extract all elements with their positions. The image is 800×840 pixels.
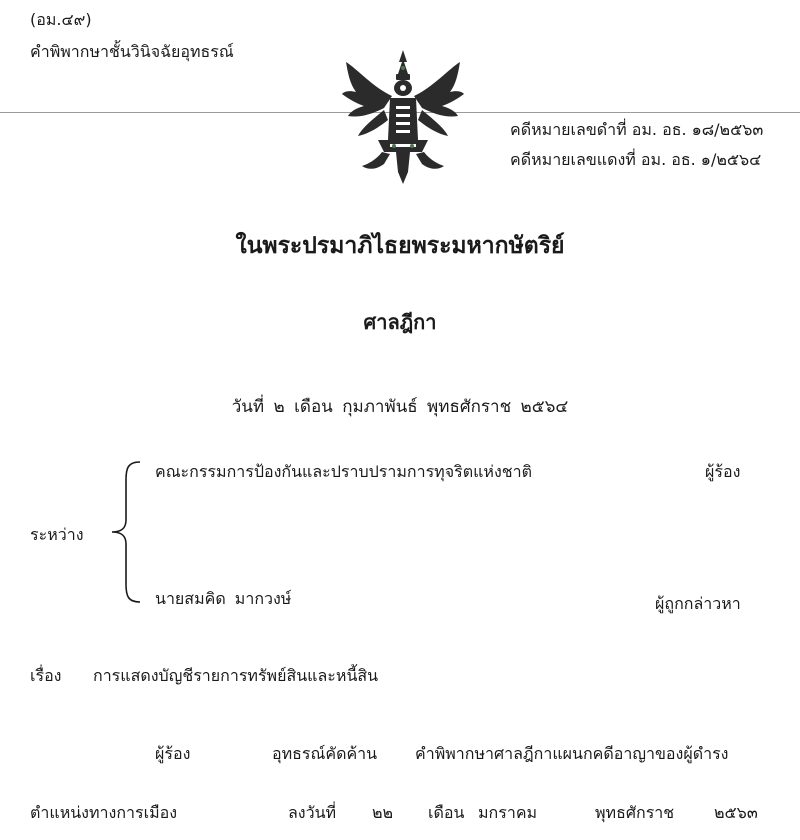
subject-label: เรื่อง xyxy=(30,666,62,685)
subject-text: การแสดงบัญชีรายการทรัพย์สินและหนี้สิน xyxy=(93,666,379,685)
royal-title: ในพระปรมาภิไธยพระมหากษัตริย์ xyxy=(235,233,565,259)
appeal-target: คำพิพากษาศาลฎีกาแผนกคดีอาญาของผู้ดำรง xyxy=(415,744,729,763)
red-case-number: คดีหมายเลขแดงที่ อม. อธ. ๑/๒๕๖๔ xyxy=(510,150,762,169)
accused-name: นายสมคิด มากวงษ์ xyxy=(155,589,292,608)
judgment-date: วันที่ ๒ เดือน กุมภาพันธ์ พุทธศักราช ๒๕๖๔ xyxy=(231,397,569,417)
petitioner-name: คณะกรรมการป้องกันและปราบปรามการทุจริตแห่งชาติ xyxy=(155,462,532,481)
dated-year: ๒๕๖๓ xyxy=(714,803,758,822)
appeal-party: ผู้ร้อง xyxy=(155,744,191,763)
dated-label: ลงวันที่ xyxy=(288,803,337,822)
form-title: คำพิพากษาชั้นวินิจฉัยอุทธรณ์ xyxy=(30,42,234,61)
political-position: ตำแหน่งทางการเมือง xyxy=(30,803,178,822)
black-case-number: คดีหมายเลขดำที่ อม. อธ. ๑๘/๒๕๖๓ xyxy=(510,120,764,139)
garuda-emblem-icon xyxy=(338,48,468,188)
between-label: ระหว่าง xyxy=(30,525,84,544)
month-label: เดือน xyxy=(428,803,465,822)
dated-day: ๒๒ xyxy=(372,803,394,822)
petitioner-role: ผู้ร้อง xyxy=(705,462,741,481)
form-code: (อม.๔๙) xyxy=(30,10,92,29)
year-label: พุทธศักราช xyxy=(595,803,675,822)
court-name: ศาลฎีกา xyxy=(363,310,437,334)
parties-brace xyxy=(108,458,144,606)
appeal-action: อุทธรณ์คัดค้าน xyxy=(272,744,378,763)
accused-role: ผู้ถูกกล่าวหา xyxy=(655,594,741,613)
dated-month: มกราคม xyxy=(478,803,538,822)
